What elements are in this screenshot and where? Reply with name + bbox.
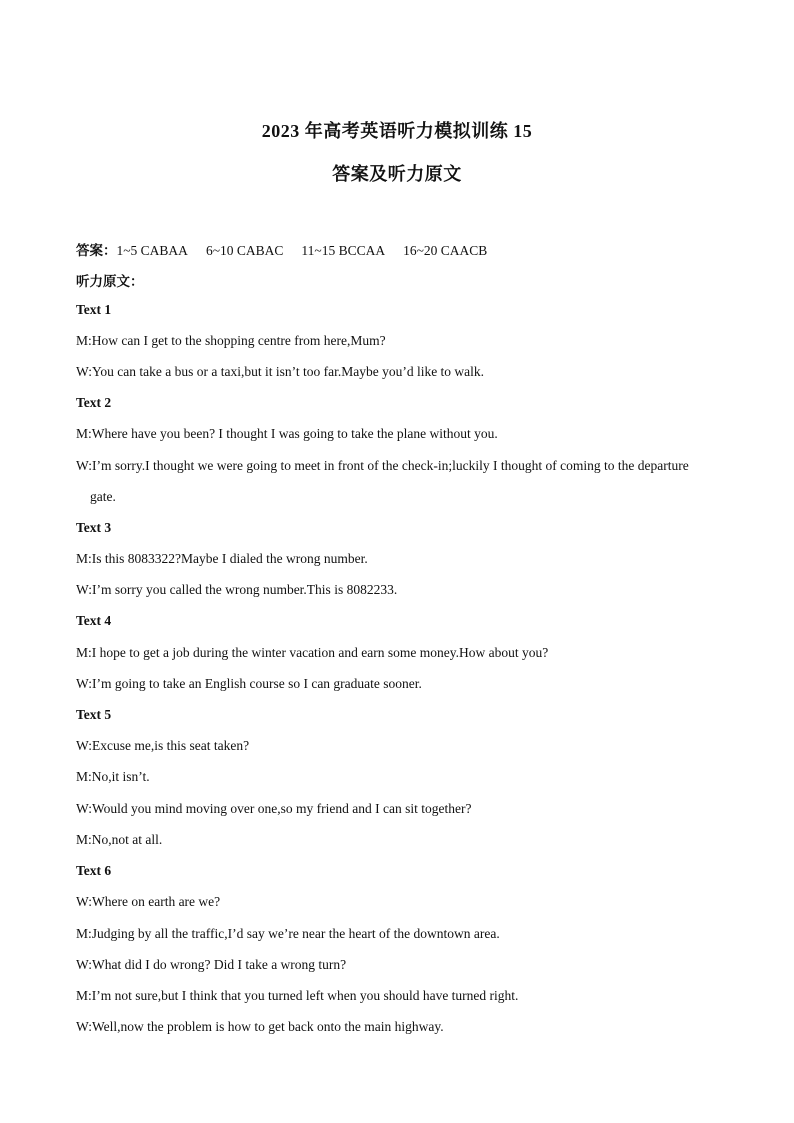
document-subtitle: 答案及听力原文 (332, 164, 462, 184)
answer-label: 答案： (76, 243, 117, 258)
dialogue-line: M:No,not at all. (76, 832, 163, 847)
dialogue-line: W:I’m going to take an English course so I can graduate sooner. (76, 676, 422, 691)
dialogue-line: M:Judging by all the traffic,I’d say we’re near the heart of the downtown area. (76, 926, 500, 941)
dialogue-line: W:I’m sorry you called the wrong number.This is 8082233. (76, 582, 398, 597)
dialogue-line: M:I’m not sure,but I think that you turned left when you should have turned right. (76, 988, 519, 1003)
dialogue-line: M:Is this 8083322?Maybe I dialed the wrong number. (76, 551, 368, 566)
dialogue-line: W:Well,now the problem is how to get back onto the main highway. (76, 1019, 444, 1034)
dialogue-line: W:Would you mind moving over one,so my friend and I can sit together? (76, 801, 472, 816)
transcript-heading: 听力原文： (76, 274, 144, 289)
dialogue-line: M:How can I get to the shopping centre from here,Mum? (76, 333, 386, 348)
dialogue-line: W:Excuse me,is this seat taken? (76, 738, 250, 753)
dialogue-line: W:I’m sorry.I thought we were going to meet in front of the check-in;luckily I thought of coming to the departure (76, 458, 689, 473)
answer-group: 6~10 CABAC (205, 243, 284, 258)
dialogue-line: M:Where have you been? I thought I was going to take the plane without you. (76, 426, 498, 441)
text-heading: Text 2 (76, 395, 112, 410)
dialogue-line: W:Where on earth are we? (76, 894, 221, 909)
answer-group: 1~5 CABAA (116, 243, 188, 258)
text-heading: Text 5 (76, 707, 112, 722)
dialogue-line: W:You can take a bus or a taxi,but it isn’t too far.Maybe you’d like to walk. (76, 364, 485, 379)
dialogue-line: W:What did I do wrong? Did I take a wrong turn? (76, 957, 347, 972)
text-heading: Text 3 (76, 520, 112, 535)
answer-group: 16~20 CAACB (403, 243, 488, 258)
dialogue-line-continuation: gate. (90, 489, 116, 504)
answer-group: 11~15 BCCAA (301, 243, 386, 258)
text-heading: Text 1 (76, 302, 112, 317)
dialogue-line: M:I hope to get a job during the winter vacation and earn some money.How about you? (76, 645, 549, 660)
answer-key (76, 239, 505, 259)
document-title: 2023 年高考英语听力模拟训练 15 (261, 121, 533, 141)
text-heading: Text 6 (76, 863, 112, 878)
dialogue-line: M:No,it isn’t. (76, 769, 150, 784)
text-heading: Text 4 (76, 613, 112, 628)
